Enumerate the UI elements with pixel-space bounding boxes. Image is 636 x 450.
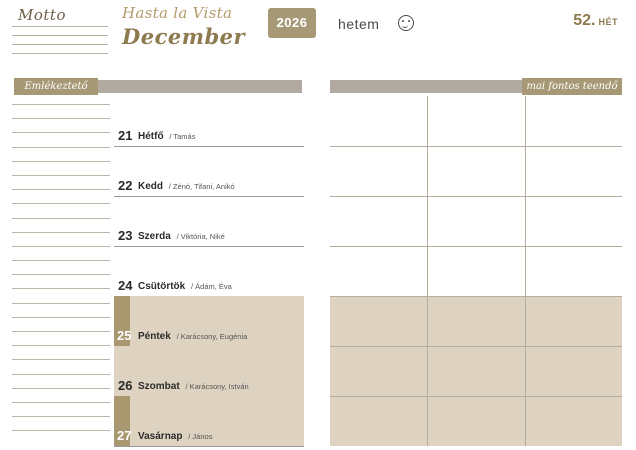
note-line[interactable]: [12, 288, 110, 289]
note-line[interactable]: [12, 430, 110, 431]
day-name: Hétfő / Tamás: [138, 131, 196, 142]
note-line[interactable]: [12, 118, 110, 119]
note-line[interactable]: [12, 203, 110, 204]
name-day-saints: / Tamás: [169, 132, 196, 141]
note-line[interactable]: [12, 232, 110, 233]
todo-cell[interactable]: [427, 146, 524, 196]
day-name: Péntek / Karácsony, Eugénia: [138, 331, 248, 342]
motto-line[interactable]: [12, 35, 108, 36]
reminder-tag-label: Emlékeztető: [24, 81, 88, 92]
motto-label: Motto: [18, 6, 66, 24]
day-name: Csütörtök / Ádám, Éva: [138, 281, 232, 292]
day-number: 26: [118, 378, 133, 393]
day-row[interactable]: [114, 246, 304, 297]
note-line[interactable]: [12, 388, 110, 389]
reminder-tag: [14, 78, 98, 95]
todo-cell[interactable]: [330, 196, 427, 246]
day-number: 27: [117, 428, 132, 443]
motto-line[interactable]: [12, 53, 108, 54]
page-header: [0, 0, 636, 62]
week-number-value: 52.: [573, 12, 596, 29]
day-number: 23: [118, 228, 133, 243]
year-label: 2026: [276, 15, 308, 30]
day-row[interactable]: [114, 396, 304, 447]
day-row[interactable]: [114, 196, 304, 247]
note-line[interactable]: [12, 246, 110, 247]
name-day-saints: / Karácsony, Eugénia: [176, 332, 248, 341]
note-line[interactable]: [12, 274, 110, 275]
day-number: 22: [118, 178, 133, 193]
day-row[interactable]: [114, 146, 304, 197]
todo-cell[interactable]: [427, 246, 524, 296]
todo-cell[interactable]: [330, 96, 427, 146]
note-line[interactable]: [12, 345, 110, 346]
note-line[interactable]: [12, 132, 110, 133]
day-name: Vasárnap / János: [138, 431, 213, 442]
note-line[interactable]: [12, 161, 110, 162]
day-list: [114, 96, 304, 446]
week-number-suffix: HÉT: [598, 17, 618, 27]
day-number: 21: [118, 128, 133, 143]
month-title: December: [122, 24, 246, 49]
brand-title: Hasta la Vista: [122, 4, 233, 22]
note-line[interactable]: [12, 175, 110, 176]
note-line[interactable]: [12, 189, 110, 190]
note-line[interactable]: [12, 104, 110, 105]
todo-cell[interactable]: [525, 146, 622, 196]
year-badge: [268, 8, 316, 38]
todo-cell[interactable]: [525, 196, 622, 246]
todo-cell[interactable]: [525, 396, 622, 446]
todo-cell[interactable]: [330, 396, 427, 446]
day-row[interactable]: [114, 346, 304, 397]
todo-cell[interactable]: [525, 346, 622, 396]
todo-cell[interactable]: [427, 296, 524, 346]
name-day-saints: / Viktória, Niké: [176, 232, 225, 241]
name-day-saints: / Zénó, Tifani, Anikó: [168, 182, 235, 191]
smiley-icon: [398, 15, 414, 31]
todo-grid[interactable]: [330, 96, 622, 446]
note-line[interactable]: [12, 416, 110, 417]
note-line[interactable]: [12, 147, 110, 148]
motto-writing-lines[interactable]: [12, 26, 108, 62]
note-line[interactable]: [12, 218, 110, 219]
todo-cell[interactable]: [525, 246, 622, 296]
todo-tag: [522, 78, 622, 95]
reminder-note-lines[interactable]: [12, 104, 110, 445]
todo-cell[interactable]: [427, 196, 524, 246]
week-word-label: hetem: [338, 16, 380, 32]
todo-cell[interactable]: [330, 296, 427, 346]
motto-line[interactable]: [12, 26, 108, 27]
todo-cell[interactable]: [525, 296, 622, 346]
day-name: Szerda / Viktória, Niké: [138, 231, 225, 242]
day-row[interactable]: [114, 296, 304, 347]
note-line[interactable]: [12, 303, 110, 304]
todo-cell[interactable]: [525, 96, 622, 146]
day-name: Kedd / Zénó, Tifani, Anikó: [138, 181, 235, 192]
note-line[interactable]: [12, 402, 110, 403]
name-day-saints: / Ádám, Éva: [191, 282, 232, 291]
name-day-saints: / János: [188, 432, 213, 441]
day-name: Szombat / Karácsony, István: [138, 381, 249, 392]
note-line[interactable]: [12, 260, 110, 261]
note-line[interactable]: [12, 359, 110, 360]
todo-cell[interactable]: [330, 346, 427, 396]
note-line[interactable]: [12, 374, 110, 375]
day-row[interactable]: [114, 96, 304, 147]
todo-tag-label: mai fontos teendő: [526, 81, 618, 92]
todo-cell[interactable]: [330, 146, 427, 196]
name-day-saints: / Karácsony, István: [185, 382, 249, 391]
motto-line[interactable]: [12, 44, 108, 45]
note-line[interactable]: [12, 331, 110, 332]
week-number: [573, 12, 618, 30]
note-line[interactable]: [12, 317, 110, 318]
todo-cell[interactable]: [427, 96, 524, 146]
todo-cell[interactable]: [427, 396, 524, 446]
day-number: 24: [118, 278, 133, 293]
todo-cell[interactable]: [427, 346, 524, 396]
todo-cell[interactable]: [330, 246, 427, 296]
day-number: 25: [117, 328, 132, 343]
